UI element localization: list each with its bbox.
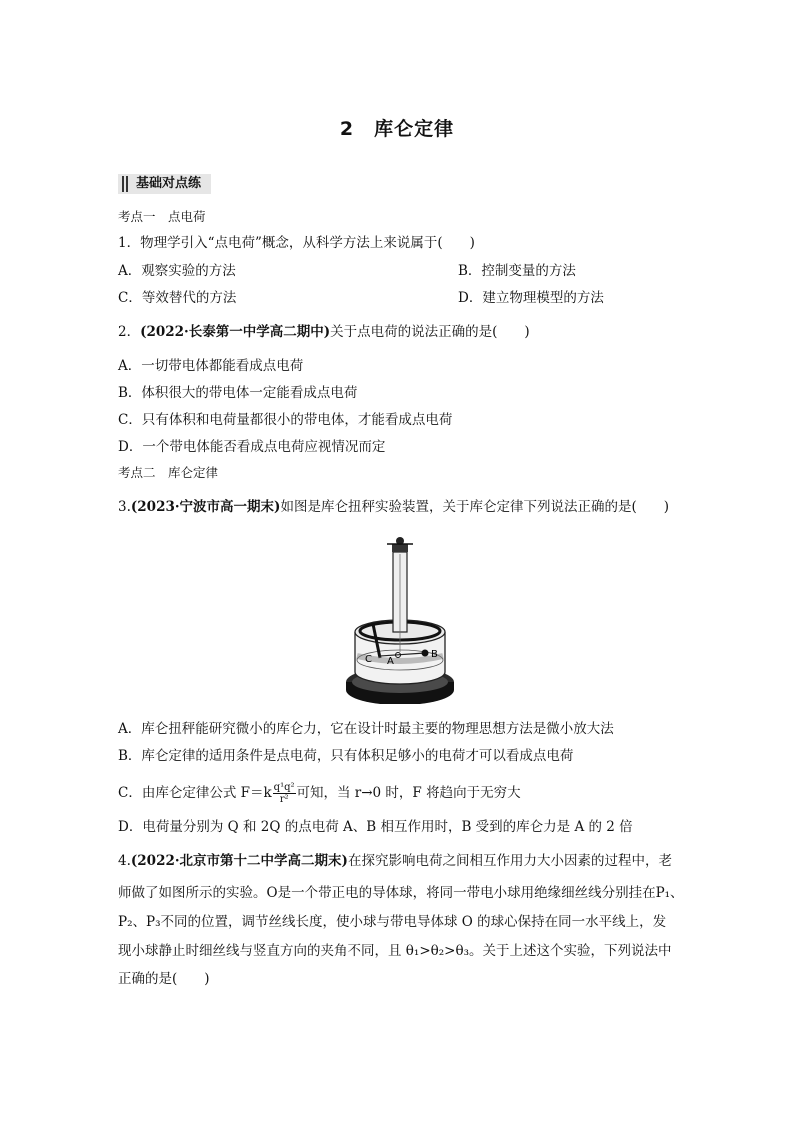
q4-line-3: P₂、P₃不同的位置，调节丝线长度，使小球与带电导体球 O 的球心保持在同一水平线上，发 xyxy=(118,914,667,930)
q2-option-b: B．体积很大的带电体一定能看成点电荷 xyxy=(118,385,358,401)
q4-line-2: 师做了如图所示的实验。O是一个带正电的导体球，将同一带电小球用绝缘细丝线分别挂在P₁、 xyxy=(118,885,684,901)
q2-source: (2022·长泰第一中学高二期中) xyxy=(140,324,331,340)
knowledge-point-2: 考点二 库仑定律 xyxy=(118,465,219,480)
q3-option-c-prefix: C．由库仑定律公式 F＝k xyxy=(118,785,272,801)
page-title: 2 库仑定律 xyxy=(339,118,455,140)
figure-label-c: C xyxy=(365,654,372,665)
q3-option-b: B．库仑定律的适用条件是点电荷，只有体积足够小的电荷才可以看成点电荷 xyxy=(118,748,574,764)
q3-option-a: A．库仑扭秤能研究微小的库仑力，它在设计时最主要的物理思想方法是微小放大法 xyxy=(118,721,614,737)
q4-number: 4. xyxy=(118,853,131,869)
q3-option-c xyxy=(118,782,521,805)
q2-number: 2． xyxy=(118,324,141,340)
q3-number: 3. xyxy=(118,499,131,515)
q4-line-5: 正确的是( ) xyxy=(118,971,210,987)
coulomb-formula-fraction xyxy=(273,782,296,805)
q1-options-row-1 xyxy=(118,261,678,281)
q1-option-d: D．建立物理模型的方法 xyxy=(458,290,604,306)
knowledge-point-1: 考点一 点电荷 xyxy=(118,209,206,224)
q3-stem-line xyxy=(118,497,669,517)
q2-stem-line xyxy=(118,322,530,342)
q3-option-d: D．电荷量分别为 Q 和 2Q 的点电荷 A、B 相互作用时，B 受到的库仑力是 A 的 2 倍 xyxy=(118,819,633,835)
torsion-balance-figure xyxy=(335,532,465,704)
q2-stem: 关于点电荷的说法正确的是( ) xyxy=(330,324,530,340)
q4-line-1 xyxy=(118,851,672,871)
section-tag-label: 基础对点练 xyxy=(136,176,202,191)
q4-text-1: 在探究影响电荷之间相互作用力大小因素的过程中，老 xyxy=(347,853,672,869)
q1-options-row-2 xyxy=(118,288,678,308)
formula-denominator: r² xyxy=(279,794,289,805)
figure-label-a: A xyxy=(387,656,394,667)
q1-stem: 1．物理学引入“点电荷”概念，从科学方法上来说属于( ) xyxy=(118,235,475,251)
q3-option-c-suffix: 可知，当 r→0 时，F 将趋向于无穷大 xyxy=(296,785,521,801)
q2-option-d: D．一个带电体能否看成点电荷应视情况而定 xyxy=(118,439,386,455)
q1-option-b: B．控制变量的方法 xyxy=(458,263,576,279)
q4-line-4: 现小球静止时细丝线与竖直方向的夹角不同，且 θ₁>θ₂>θ₃。关于上述这个实验，下列说法中 xyxy=(118,943,672,959)
q3-source: (2023·宁波市高一期末) xyxy=(130,499,281,515)
tag-bars-icon xyxy=(122,176,130,192)
q4-source: (2022·北京市第十二中学高二期末) xyxy=(130,853,348,869)
figure-label-b: B xyxy=(431,649,438,660)
q2-option-c: C．只有体积和电荷量都很小的带电体，才能看成点电荷 xyxy=(118,412,453,428)
q2-option-a: A．一切带电体都能看成点电荷 xyxy=(118,358,304,374)
q1-option-c: C．等效替代的方法 xyxy=(118,290,237,306)
q3-stem: 如图是库仑扭秤实验装置，关于库仑定律下列说法正确的是( ) xyxy=(280,499,669,515)
formula-numerator: q¹q² xyxy=(273,782,295,793)
section-tag xyxy=(118,174,211,194)
q1-option-a: A．观察实验的方法 xyxy=(118,263,236,279)
